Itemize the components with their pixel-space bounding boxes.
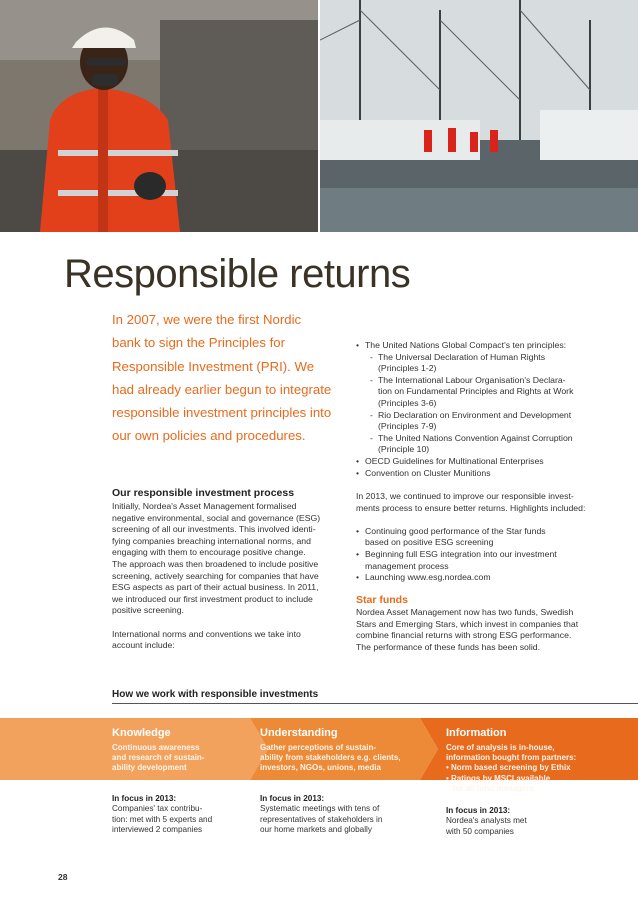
information-block (446, 718, 626, 793)
lead-line: bank to sign the Principles for (112, 335, 285, 351)
focus-heading: In focus in 2013: (260, 794, 325, 803)
text-line: The approach was then broadened to include positive (112, 558, 319, 569)
process-body (112, 501, 338, 652)
text-line: our home markets and globally (260, 825, 372, 835)
understanding-block (260, 718, 420, 780)
list-item: • OECD Guidelines for Multinational Enterprises (356, 456, 592, 468)
list-item: • Convention on Cluster Munitions (356, 468, 592, 480)
text-line: ability from stakeholders e.g. clients, (260, 753, 401, 763)
photo-worker-icon (0, 0, 318, 232)
star-funds-heading: Star funds (356, 594, 408, 606)
divider (112, 703, 638, 704)
text-line: combine financial returns with strong ESG performance. (356, 630, 572, 641)
process-heading: Our responsible investment process (112, 487, 295, 499)
understanding-heading: Understanding (260, 727, 338, 739)
list-item: (Principle 10) (378, 444, 430, 455)
text-line: The performance of these funds has been solid. (356, 641, 540, 652)
knowledge-focus (112, 794, 252, 836)
lead-line: had already earlier begun to integrate (112, 381, 332, 397)
text-line: Gather perceptions of sustain- (260, 743, 377, 752)
text-line: account include: (112, 640, 175, 651)
list-item: - The International Labour Organisation's Declara- (356, 375, 592, 387)
text-line: Nordea's analysts met (446, 816, 527, 826)
text-line: for all fund managers (446, 783, 535, 793)
lead-line: Responsible Investment (PRI). We (112, 358, 315, 374)
list-item: management process (365, 560, 449, 571)
list-item: tion on Fundamental Principles and Rights at Work (378, 386, 574, 397)
text-line: Nordea Asset Management now has two funds, Swedish (356, 607, 574, 617)
text-line: engaging with them to encourage positive change. (112, 547, 306, 558)
text-line: ability development (112, 763, 187, 773)
text-line: ESG aspects as part of their actual business. In 2011, (112, 582, 319, 593)
text-line: investors, NGOs, unions, media (260, 763, 381, 773)
norms-list (356, 340, 592, 479)
text-line: In 2013, we continued to improve our responsible invest- (356, 491, 574, 501)
focus-heading: In focus in 2013: (446, 806, 511, 815)
text-line: screening, actively searching for companies that have (112, 570, 319, 581)
star-funds-body (356, 607, 592, 653)
text-line: Initially, Nordea's Asset Management formalised (112, 501, 297, 511)
highlights-2013 (356, 491, 592, 584)
list-item: • Beginning full ESG integration into our investment (356, 549, 592, 561)
text-line: • Norm based screening by Ethix (446, 763, 571, 773)
list-item: based on positive ESG screening (365, 537, 494, 548)
list-item: (Principles 1-2) (378, 363, 437, 374)
list-item: (Principles 7-9) (378, 421, 437, 432)
information-sub (446, 743, 626, 794)
text-line: and research of sustain- (112, 753, 205, 763)
text-line: ments process to ensure better returns. Highlights included: (356, 502, 586, 513)
text-line: we introduced our first investment product to include (112, 593, 313, 604)
norms-intro-paragraph (112, 629, 338, 652)
information-heading: Information (446, 727, 507, 739)
page-number: 28 (58, 872, 68, 882)
understanding-focus (260, 794, 420, 836)
list-item: • Continuing good performance of the Star funds (356, 526, 592, 538)
photo-fishing-boats-icon (320, 0, 638, 232)
text-line: • Ratings by MSCI available (446, 773, 551, 783)
text-line: negative environmental, social and governance (ESG) (112, 512, 321, 523)
text-line: International norms and conventions we take into (112, 628, 301, 639)
list-item: (Principles 3-6) (378, 397, 437, 408)
lead-line: In 2007, we were the first Nordic (112, 312, 302, 327)
knowledge-sub (112, 743, 252, 774)
lead-line: responsible investment principles into (112, 405, 332, 421)
text-line: Core of analysis is in-house, (446, 743, 555, 752)
list-item: • The United Nations Global Compact's ten principles: (356, 340, 592, 352)
process-paragraph (112, 501, 338, 617)
text-line: screening of all our investments. This involved identi- (112, 524, 316, 535)
list-item: • Launching www.esg.nordea.com (356, 572, 592, 584)
text-line: Systematic meetings with tens of (260, 804, 380, 814)
list-item: - Rio Declaration on Environment and Development (356, 410, 592, 422)
photo-worker (0, 0, 318, 232)
list-item: - The Universal Declaration of Human Rights (356, 352, 592, 364)
lead-line: our own policies and procedures. (112, 428, 306, 444)
text-line: Companies' tax contribu- (112, 804, 203, 814)
list-item: - The United Nations Convention Against Corruption (356, 433, 592, 445)
page-title: Responsible returns (64, 252, 411, 296)
text-line: with 50 companies (446, 826, 514, 836)
text-line: tion: met with 5 experts and (112, 814, 213, 824)
lead-paragraph (112, 308, 340, 448)
understanding-sub (260, 743, 420, 774)
information-focus (446, 806, 626, 837)
focus-heading: In focus in 2013: (112, 794, 177, 803)
text-line: representatives of stakeholders in (260, 814, 383, 824)
text-line: information bought from partners: (446, 753, 577, 763)
text-line: interviewed 2 companies (112, 825, 203, 835)
knowledge-block (112, 718, 252, 780)
knowledge-heading: Knowledge (112, 727, 171, 739)
text-line: positive screening. (112, 605, 184, 616)
spacer (356, 514, 592, 526)
text-line: Stars and Emerging Stars, which invest in companies that (356, 618, 579, 629)
photo-fishing-boats (320, 0, 638, 232)
how-we-work-heading: How we work with responsible investments (112, 689, 319, 700)
text-line: Continuous awareness (112, 743, 200, 752)
text-line: fying companies breaching international norms, and (112, 535, 311, 546)
